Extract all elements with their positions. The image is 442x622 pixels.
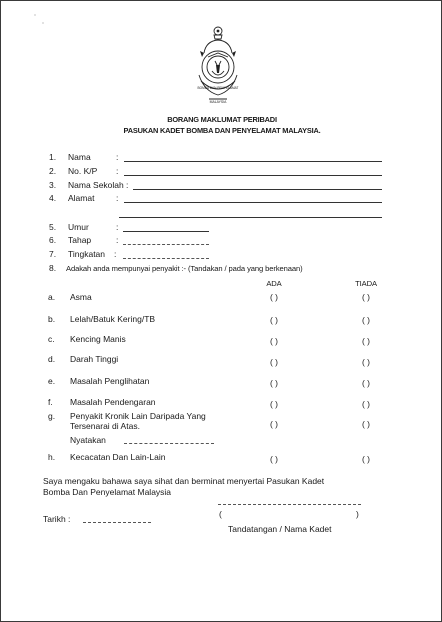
field-label-umur: Umur — [68, 222, 89, 232]
field-label-alamat: Alamat — [68, 193, 95, 203]
date-label: Tarikh : — [43, 514, 71, 524]
item-label-penglihatan: Masalah Penglihatan — [70, 376, 150, 386]
checkbox-tiada[interactable]: ( ) — [361, 315, 371, 325]
field-separator: : — [126, 180, 129, 190]
field-separator: : — [116, 222, 119, 232]
crest-banner-text: BOMBA DAN PENYELAMAT — [197, 86, 239, 90]
item-letter: d. — [48, 354, 56, 364]
nyatakan-input-line[interactable] — [124, 443, 214, 444]
date-input-line[interactable] — [83, 522, 151, 523]
signature-line[interactable] — [218, 504, 361, 505]
item-label-darah-tinggi: Darah Tinggi — [70, 354, 119, 364]
scan-specks — [29, 11, 49, 31]
checkbox-ada[interactable]: ( ) — [269, 399, 279, 409]
bomba-crest-icon — [194, 23, 242, 105]
signature-label: Tandatangan / Nama Kadet — [228, 524, 332, 534]
question-text: Adakah anda mempunyai penyakit :- (Tandakan / pada yang berkenaan) — [66, 264, 303, 273]
item-label-lelah: Lelah/Batuk Kering/TB — [70, 314, 156, 324]
field-separator: : — [116, 193, 119, 203]
checkbox-ada[interactable]: ( ) — [269, 357, 279, 367]
checkbox-tiada[interactable]: ( ) — [361, 336, 371, 346]
field-separator: : — [116, 152, 119, 162]
item-letter: h. — [48, 452, 56, 462]
field-number: 2. — [49, 166, 57, 176]
checkbox-ada[interactable]: ( ) — [269, 378, 279, 388]
item-letter: g. — [48, 411, 56, 421]
field-number: 3. — [49, 180, 57, 190]
column-ada: ADA — [266, 279, 282, 288]
item-label-asma: Asma — [70, 292, 92, 302]
field-label-nama: Nama — [68, 152, 91, 162]
field-number: 6. — [49, 235, 57, 245]
checkbox-ada[interactable]: ( ) — [269, 292, 279, 302]
item-label-nyatakan: Nyatakan — [70, 435, 106, 445]
signature-paren-close: ) — [356, 509, 359, 519]
checkbox-ada[interactable]: ( ) — [269, 419, 279, 429]
declaration-line-1: Saya mengaku bahawa saya sihat dan berminat menyertai Pasukan Kadet — [43, 476, 325, 486]
item-letter: f. — [48, 397, 53, 407]
item-label-kencing-manis: Kencing Manis — [70, 334, 126, 344]
field-label-sekolah: Nama Sekolah — [68, 180, 124, 190]
checkbox-ada[interactable]: ( ) — [269, 454, 279, 464]
item-letter: b. — [48, 314, 56, 324]
item-letter: e. — [48, 376, 56, 386]
sekolah-input-line[interactable] — [133, 189, 382, 190]
field-number: 7. — [49, 249, 57, 259]
tingkatan-input-line[interactable] — [123, 258, 209, 259]
form-title: BORANG MAKLUMAT PERIBADI — [167, 115, 277, 124]
item-label-kronik: Penyakit Kronik Lain Daripada Yang — [70, 411, 206, 421]
checkbox-tiada[interactable]: ( ) — [361, 357, 371, 367]
nama-input-line[interactable] — [124, 161, 382, 162]
field-label-tingkatan: Tingkatan — [68, 249, 106, 259]
kp-input-line[interactable] — [124, 175, 382, 176]
crest-motto-text: MALAYSIA — [209, 100, 227, 104]
checkbox-tiada[interactable]: ( ) — [361, 419, 371, 429]
field-number: 1. — [49, 152, 57, 162]
checkbox-tiada[interactable]: ( ) — [361, 399, 371, 409]
checkbox-tiada[interactable]: ( ) — [361, 454, 371, 464]
alamat-input-line-1[interactable] — [124, 202, 382, 203]
tahap-input-line[interactable] — [123, 244, 209, 245]
question-number: 8. — [49, 263, 57, 273]
item-letter: c. — [48, 334, 55, 344]
signature-paren-open: ( — [219, 509, 222, 519]
column-tiada: TIADA — [355, 279, 377, 288]
field-label-tahap: Tahap — [68, 235, 92, 245]
item-label-pendengaran: Masalah Pendengaran — [70, 397, 156, 407]
checkbox-ada[interactable]: ( ) — [269, 315, 279, 325]
item-label-kronik-line2: Tersenarai di Atas. — [70, 421, 140, 431]
checkbox-ada[interactable]: ( ) — [269, 336, 279, 346]
declaration-line-2: Bomba Dan Penyelamat Malaysia — [43, 487, 172, 497]
item-letter: a. — [48, 292, 56, 302]
field-number: 5. — [49, 222, 57, 232]
checkbox-tiada[interactable]: ( ) — [361, 292, 371, 302]
checkbox-tiada[interactable]: ( ) — [361, 378, 371, 388]
field-label-kp: No. K/P — [68, 166, 98, 176]
umur-input-line[interactable] — [123, 231, 209, 232]
field-separator: : — [114, 249, 117, 259]
field-number: 4. — [49, 193, 57, 203]
field-separator: : — [116, 166, 119, 176]
alamat-input-line-2[interactable] — [119, 217, 382, 218]
item-label-kecacatan: Kecacatan Dan Lain-Lain — [70, 452, 166, 462]
field-separator: : — [116, 235, 119, 245]
form-subtitle: PASUKAN KADET BOMBA DAN PENYELAMAT MALAYSIA. — [123, 126, 321, 135]
